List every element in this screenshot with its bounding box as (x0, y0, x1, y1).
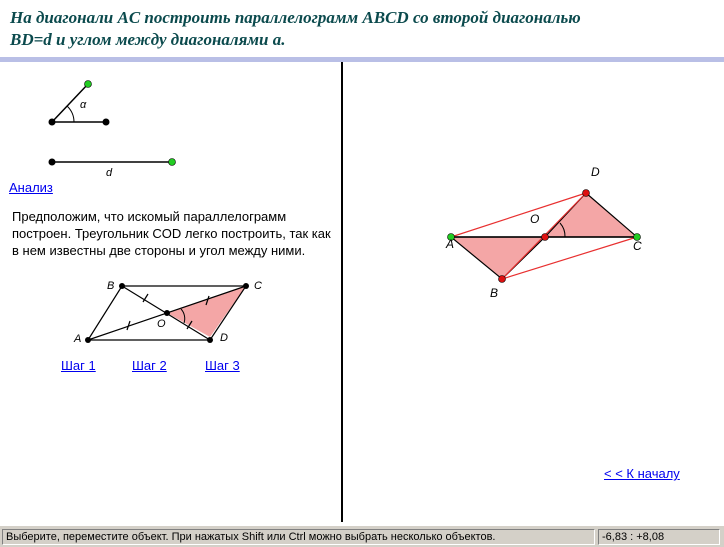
diagram-label-a: A (74, 333, 82, 345)
cursor-coordinates: -6,83 : +8,08 (598, 529, 720, 545)
triangle-cod (545, 193, 637, 237)
triangle-aob (451, 237, 545, 279)
diagram-label-o: O (157, 318, 166, 330)
analysis-diagram (73, 280, 262, 345)
diagram-label-c: C (254, 280, 262, 292)
status-bar (0, 525, 724, 547)
triangle-cod (167, 286, 246, 337)
diagram-label-d: D (220, 332, 228, 344)
step-1-link[interactable]: Шаг 1 (61, 358, 96, 373)
task-title-line2: BD=d и углом между диагоналями a. (10, 30, 286, 49)
segment-d-handle-point[interactable] (169, 159, 176, 166)
diagram-point-a (85, 337, 91, 343)
given-elements-drawing (0, 62, 341, 522)
title-bar (0, 0, 724, 62)
task-title-line1: На диагонали AC построить параллелограмм ABCD со второй диагональю (10, 8, 581, 27)
analysis-link[interactable]: Анализ (9, 180, 53, 195)
construction-drawing (343, 62, 724, 522)
point-b[interactable] (499, 276, 506, 283)
label-c: C (633, 239, 642, 253)
angle-arc (67, 106, 74, 122)
label-o: O (530, 212, 540, 226)
diagram-point-b (119, 283, 125, 289)
segment-d-label: d (106, 167, 113, 179)
task-title (10, 7, 710, 51)
status-message: Выберите, переместите объект. При нажатых Shift или Ctrl можно выбрать несколько объектов. (2, 529, 595, 545)
step-2-link[interactable]: Шаг 2 (132, 358, 167, 373)
angle-handle-point[interactable] (85, 81, 92, 88)
diagram-point-d (207, 337, 213, 343)
diagram-point-o (164, 310, 170, 316)
analysis-description: Предположим, что искомый параллелограмм построен. Треугольник COD легко построить, так как в нем известны две стороны и угол между ними. (12, 209, 331, 258)
left-panel (0, 62, 341, 522)
right-panel (343, 62, 724, 522)
point-o[interactable] (542, 234, 549, 241)
angle-alpha-label: α (80, 99, 87, 111)
point-d[interactable] (583, 190, 590, 197)
label-d: D (591, 165, 600, 179)
step-3-link[interactable]: Шаг 3 (205, 358, 240, 373)
label-b: B (490, 286, 499, 300)
label-a: A (446, 237, 455, 251)
segment-d-start-point[interactable] (49, 159, 56, 166)
angle-vertex-point[interactable] (49, 119, 56, 126)
diagram-label-b: B (107, 280, 115, 292)
back-to-start-link[interactable]: < < К началу (604, 466, 680, 481)
diagram-point-c (243, 283, 249, 289)
angle-base-point[interactable] (103, 119, 110, 126)
